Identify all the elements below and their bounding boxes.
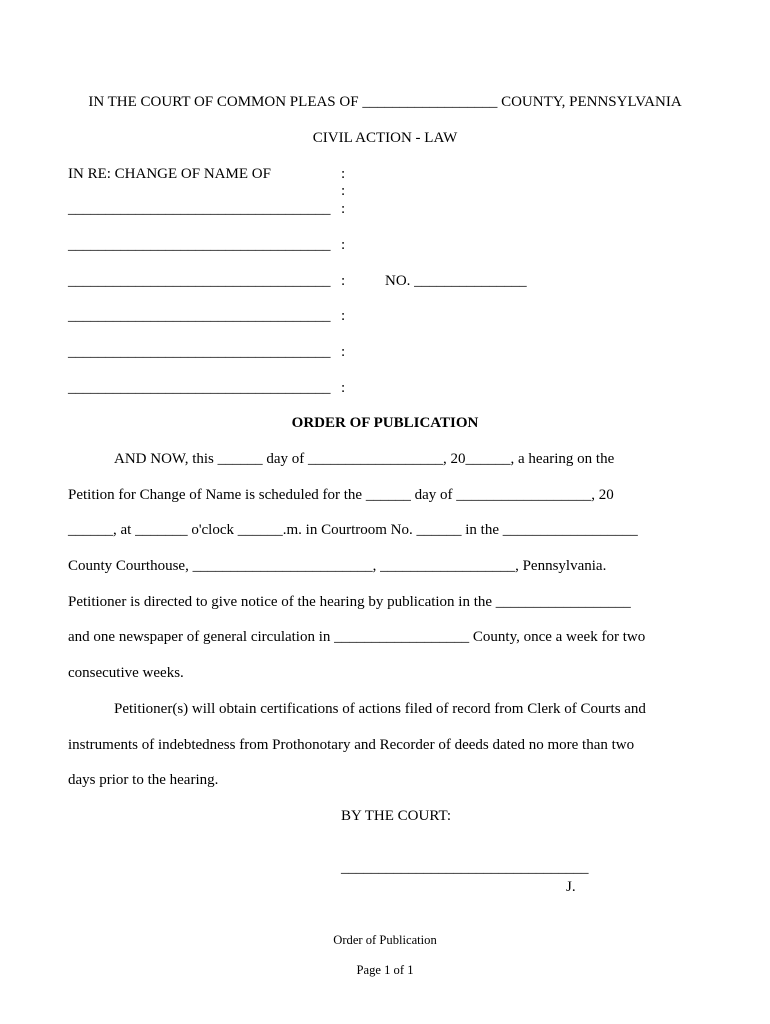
paragraph-1-line: and one newspaper of general circulation in __________________ County, once a week for two [68,629,646,645]
by-the-court-label: BY THE COURT: [341,808,452,824]
caption-separator: : [341,380,346,396]
name-blank-line: ___________________________________ [68,273,331,289]
caption-separator: : [341,237,346,253]
paragraph-1-line: ______, at _______ o'clock ______.m. in Courtroom No. ______ in the __________________ [68,522,638,538]
name-blank-line: ___________________________________ [68,237,331,253]
paragraph-1-line: Petitioner is directed to give notice of the hearing by publication in the __________________ [68,594,631,610]
name-blank-line: ___________________________________ [68,344,331,360]
judge-signature-line: _________________________________ [341,860,589,876]
caption-separator: : [341,308,346,324]
paragraph-1-line: County Courthouse, ________________________, __________________, Pennsylvania. [68,558,607,574]
docket-number: NO. _______________ [385,273,527,289]
order-title: ORDER OF PUBLICATION [291,415,479,431]
judge-suffix: J. [566,879,576,895]
paragraph-1-line: Petition for Change of Name is scheduled for the ______ day of __________________, 20 [68,487,614,503]
paragraph-2-line: instruments of indebtedness from Prothonotary and Recorder of deeds dated no more than two [68,737,635,753]
paragraph-1-line: AND NOW, this ______ day of __________________, 20______, a hearing on the [114,451,615,467]
paragraph-2-line: days prior to the hearing. [68,772,219,788]
caption-separator: : [341,166,346,182]
name-blank-line: ___________________________________ [68,380,331,396]
in-re-label: IN RE: CHANGE OF NAME OF [68,166,271,182]
paragraph-1-line: consecutive weeks. [68,665,184,681]
footer-document-title: Order of Publication [333,933,437,947]
action-type-heading: CIVIL ACTION - LAW [312,130,458,146]
paragraph-2-line: Petitioner(s) will obtain certifications of actions filed of record from Clerk of Courts and [114,701,646,717]
name-blank-line: ___________________________________ [68,308,331,324]
court-heading: IN THE COURT OF COMMON PLEAS OF __________________ COUNTY, PENNSYLVANIA [88,94,682,110]
caption-separator: : [341,344,346,360]
footer-page-number: Page 1 of 1 [356,963,414,977]
caption-separator: : [341,273,346,289]
name-blank-line: ___________________________________ [68,201,331,217]
caption-separator: : [341,201,346,217]
caption-separator: : [341,183,346,199]
